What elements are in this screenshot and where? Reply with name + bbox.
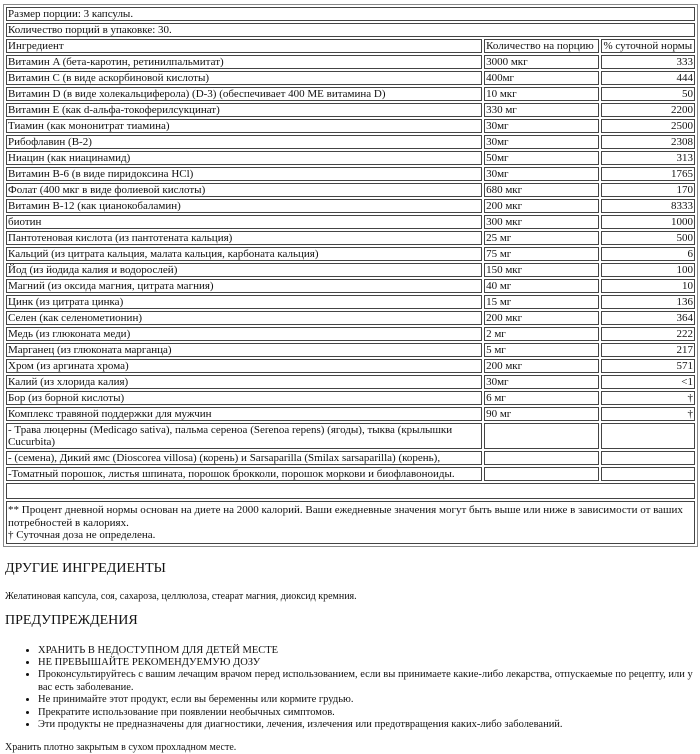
other-ingredients-text: Желатиновая капсула, соя, сахароза, целлюлоза, стеарат магния, диоксид кремния. [5, 590, 357, 602]
empty-cell [601, 451, 695, 465]
ingredient-amount: 30мг [484, 375, 599, 389]
footnote-row [6, 501, 695, 544]
warning-item: • НЕ ПРЕВЫШАЙТЕ РЕКОМЕНДУЕМУЮ ДОЗУ [38, 657, 697, 669]
ingredient-amount: 5 мг [484, 343, 599, 357]
table-row [6, 55, 695, 69]
ingredient-amount: 30мг [484, 119, 599, 133]
ingredient-name: Тиамин (как мононитрат тиамина) [6, 119, 482, 133]
herbal-row [6, 451, 695, 465]
ingredient-dv: 100 [601, 263, 695, 277]
table-row [6, 215, 695, 229]
warning-item: • ХРАНИТЬ В НЕДОСТУПНОМ ДЛЯ ДЕТЕЙ МЕСТЕ [38, 645, 697, 657]
ingredient-amount: 90 мг [484, 407, 599, 421]
ingredient-dv: 333 [601, 55, 695, 69]
warnings-list [3, 645, 697, 732]
ingredient-dv: 6 [601, 247, 695, 261]
ingredient-amount: 30мг [484, 135, 599, 149]
ingredient-dv: 170 [601, 183, 695, 197]
table-row [6, 263, 695, 277]
ingredient-name: Витамин E (как d-альфа-токоферилсукцинат) [6, 103, 482, 117]
table-row [6, 279, 695, 293]
ingredient-amount: 50мг [484, 151, 599, 165]
table-row [6, 183, 695, 197]
table-row [6, 311, 695, 325]
ingredient-amount: 200 мкг [484, 359, 599, 373]
table-row [6, 151, 695, 165]
ingredient-name: Пантотеновая кислота (из пантотената кальция) [6, 231, 482, 245]
herbal-line: - Трава люцерны (Medicago sativa), пальма сереноа (Serenoa repens) (ягоды), тыква (крылышки Cucurbita) [6, 423, 482, 449]
table-row [6, 167, 695, 181]
ingredient-amount: 15 мг [484, 295, 599, 309]
ingredient-name: Калий (из хлорида калия) [6, 375, 482, 389]
ingredient-dv: 2500 [601, 119, 695, 133]
ingredient-dv: 8333 [601, 199, 695, 213]
serving-size: Размер порции: 3 капсулы. [6, 7, 695, 21]
table-header-row [6, 39, 695, 53]
ingredient-dv: 2308 [601, 135, 695, 149]
table-row [6, 103, 695, 117]
ingredient-name: Бор (из борной кислоты) [6, 391, 482, 405]
ingredient-amount: 2 мг [484, 327, 599, 341]
herbal-row [6, 423, 695, 449]
footnote-daily-value: ** Процент дневной нормы основан на диете на 2000 калорий. Ваши ежедневные значения могут быть выше или ниже в зависимости от ваших потребностей в калориях. [8, 504, 683, 529]
ingredient-dv: 136 [601, 295, 695, 309]
warning-item: • Эти продукты не предназначены для диагностики, лечения, излечения или предотвращения каких-либо заболеваний. [38, 719, 697, 731]
warnings-heading: ПРЕДУПРЕЖДЕНИЯ [5, 612, 138, 628]
ingredient-dv: <1 [601, 375, 695, 389]
table-row [6, 231, 695, 245]
ingredient-amount: 400мг [484, 71, 599, 85]
table-row [6, 327, 695, 341]
ingredient-name: Комплекс травяной поддержки для мужчин [6, 407, 482, 421]
table-row [6, 87, 695, 101]
table-row [6, 343, 695, 357]
servings-per-container: Количество порций в упаковке: 30. [6, 23, 695, 37]
ingredient-amount: 200 мкг [484, 199, 599, 213]
empty-cell [484, 467, 599, 481]
table-row [6, 359, 695, 373]
storage-instructions: Хранить плотно закрытым в сухом прохладном месте. [5, 742, 237, 754]
header-ingredient: Ингредиент [6, 39, 482, 53]
warning-item: • Проконсультируйтесь с вашим лечащим врачом перед использованием, если вы принимаете какие-либо лекарства, отпускаемые по рецепту, или у вас есть заболевание. [38, 669, 697, 694]
table-row [6, 391, 695, 405]
ingredient-dv: 50 [601, 87, 695, 101]
spacer-row [6, 483, 695, 499]
ingredient-name: Цинк (из цитрата цинка) [6, 295, 482, 309]
ingredient-name: биотин [6, 215, 482, 229]
herbal-row [6, 467, 695, 481]
empty-cell [601, 467, 695, 481]
empty-cell [484, 451, 599, 465]
servings-per-container-row [6, 23, 695, 37]
herbal-line: -Томатный порошок, листья шпината, порошок брокколи, порошок моркови и биофлавоноиды. [6, 467, 482, 481]
supplement-facts-table [3, 4, 698, 547]
ingredient-name: Ниацин (как ниацинамид) [6, 151, 482, 165]
ingredient-amount: 150 мкг [484, 263, 599, 277]
ingredient-dv: 2200 [601, 103, 695, 117]
ingredient-amount: 75 мг [484, 247, 599, 261]
warning-item: • Прекратите использование при появлении необычных симптомов. [38, 707, 697, 719]
table-row [6, 407, 695, 421]
table-row [6, 199, 695, 213]
ingredient-dv: † [601, 407, 695, 421]
ingredient-name: Медь (из глюконата меди) [6, 327, 482, 341]
ingredient-dv: 10 [601, 279, 695, 293]
ingredient-dv: 500 [601, 231, 695, 245]
table-row [6, 375, 695, 389]
serving-size-row [6, 7, 695, 21]
footnote-dagger: † Суточная доза не определена. [8, 529, 156, 541]
ingredient-name: Витамин A (бета-каротин, ретинилпальмитат) [6, 55, 482, 69]
header-daily-value: % суточной нормы [601, 39, 695, 53]
ingredient-name: Витамин B-12 (как цианокобаламин) [6, 199, 482, 213]
ingredient-amount: 40 мг [484, 279, 599, 293]
ingredient-name: Йод (из йодида калия и водорослей) [6, 263, 482, 277]
ingredient-amount: 6 мг [484, 391, 599, 405]
herbal-line: - (семена), Дикий ямс (Dioscorea villosa) (корень) и Sarsaparilla (Smilax sarsaparilla) (корень), [6, 451, 482, 465]
empty-cell [601, 423, 695, 449]
ingredient-name: Хром (из аргината хрома) [6, 359, 482, 373]
ingredient-name: Кальций (из цитрата кальция, малата кальция, карбоната кальция) [6, 247, 482, 261]
ingredient-name: Фолат (400 мкг в виде фолиевой кислоты) [6, 183, 482, 197]
ingredient-amount: 30мг [484, 167, 599, 181]
ingredient-amount: 10 мкг [484, 87, 599, 101]
table-row [6, 135, 695, 149]
ingredient-name: Витамин C (в виде аскорбиновой кислоты) [6, 71, 482, 85]
table-row [6, 295, 695, 309]
ingredient-name: Селен (как селенометионин) [6, 311, 482, 325]
ingredient-dv: 1765 [601, 167, 695, 181]
table-row [6, 71, 695, 85]
warning-item: • Не принимайте этот продукт, если вы беременны или кормите грудью. [38, 694, 697, 706]
table-row [6, 119, 695, 133]
ingredient-dv: † [601, 391, 695, 405]
ingredient-dv: 1000 [601, 215, 695, 229]
ingredient-dv: 313 [601, 151, 695, 165]
ingredient-amount: 3000 мкг [484, 55, 599, 69]
ingredient-dv: 571 [601, 359, 695, 373]
table-row [6, 247, 695, 261]
ingredient-name: Витамин D (в виде холекальциферола) (D-3) (обеспечивает 400 МЕ витамина D) [6, 87, 482, 101]
ingredient-amount: 25 мг [484, 231, 599, 245]
other-ingredients-heading: ДРУГИЕ ИНГРЕДИЕНТЫ [5, 560, 166, 576]
empty-cell [6, 483, 695, 499]
footnotes [6, 501, 695, 544]
header-amount: Количество на порцию [484, 39, 599, 53]
ingredient-dv: 364 [601, 311, 695, 325]
ingredient-name: Марганец (из глюконата марганца) [6, 343, 482, 357]
ingredient-amount: 200 мкг [484, 311, 599, 325]
empty-cell [484, 423, 599, 449]
ingredient-amount: 300 мкг [484, 215, 599, 229]
ingredient-dv: 217 [601, 343, 695, 357]
ingredient-dv: 222 [601, 327, 695, 341]
ingredient-name: Магний (из оксида магния, цитрата магния) [6, 279, 482, 293]
ingredient-amount: 330 мг [484, 103, 599, 117]
ingredient-dv: 444 [601, 71, 695, 85]
ingredient-name: Витамин B-6 (в виде пиридоксина HCl) [6, 167, 482, 181]
ingredient-name: Рибофлавин (B-2) [6, 135, 482, 149]
ingredient-amount: 680 мкг [484, 183, 599, 197]
